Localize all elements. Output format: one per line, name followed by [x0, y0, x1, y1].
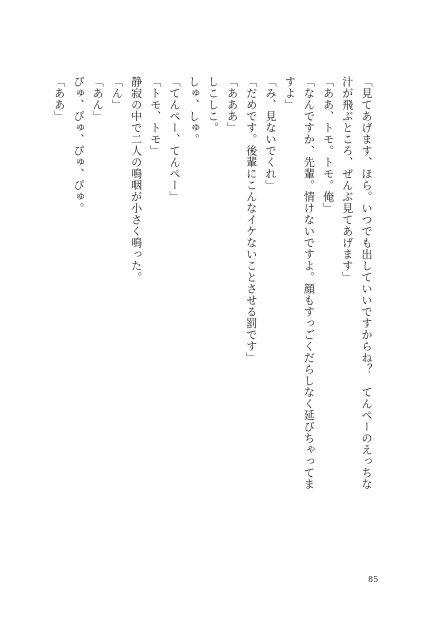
text-line: 「ああ、トモ。トモ。俺」	[321, 76, 335, 214]
text-line: 「み、見ないでくれ」	[263, 76, 277, 191]
text-line: 「あああ」	[225, 76, 239, 134]
text-line: 静寂の中で二人の鳴咽が小さく鳴った。	[129, 76, 143, 283]
text-line: 「てんぺー、てんぺー」	[167, 76, 181, 203]
text-line: ぴゅ、ぴゅ、ぴゅ、ぴゅ。	[71, 76, 85, 214]
text-line: 「見てあげます、ほら。いつでも出していいですからね？ てんぺーのえっちな	[360, 76, 373, 490]
text-line: 「なんですか、先輩。情けないですよ。顔もすっごくだらしなく延びちゃってま	[302, 76, 316, 490]
page-number: 85	[368, 575, 379, 584]
text-line: しこしこ。	[206, 76, 220, 134]
text-line: しゅ、しゅ。	[187, 76, 201, 145]
text-line: 「あん」	[91, 76, 105, 122]
vertical-text-block	[50, 76, 376, 546]
text-line: 汁が飛ぶところ、ぜんぶ見てあげます」	[340, 76, 354, 283]
text-line: 「トモ、トモ」	[148, 76, 162, 157]
text-line: すよ」	[283, 76, 297, 111]
text-line: 「ん」	[110, 76, 124, 111]
text-line: 「だめです。後輩にこんなイケないことさせる罰です」	[244, 76, 258, 364]
text-line: 「ああ」	[52, 76, 66, 122]
